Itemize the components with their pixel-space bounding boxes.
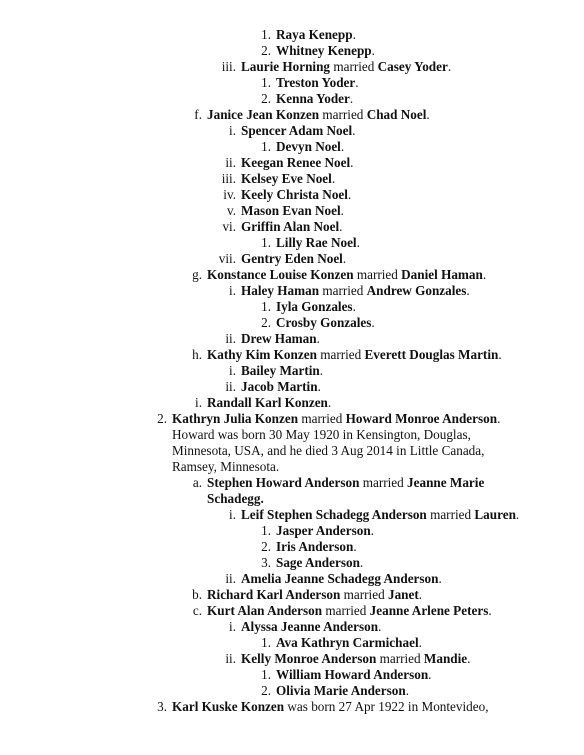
entry-text: . <box>482 267 487 282</box>
person-name: Karl Kuske Konzen <box>172 699 285 714</box>
entry-text: . <box>356 235 360 250</box>
entry-text: . <box>447 59 452 74</box>
entry-line <box>207 347 502 363</box>
entry-text: . <box>340 139 345 154</box>
person-name: Devyn Noel <box>276 139 341 154</box>
entry-text: married <box>376 651 424 666</box>
person-name: Mandie <box>423 651 468 666</box>
person-name: Gentry Eden Noel <box>241 251 343 266</box>
entry-line <box>241 651 470 667</box>
person-name: Whitney Kenepp <box>276 43 372 58</box>
person-name: Andrew Gonzales <box>366 283 467 298</box>
entry-text: . <box>370 523 374 538</box>
list-marker: 2. <box>261 683 271 698</box>
person-name: Kenna Yoder <box>276 91 350 106</box>
person-name: Konstance Louise Konzen <box>207 267 354 282</box>
entry-text: . <box>497 411 501 426</box>
list-marker: ii. <box>225 379 236 394</box>
person-name: Lauren <box>474 507 516 522</box>
entry-text: . <box>352 299 356 314</box>
entry-text: . <box>488 603 492 618</box>
list-marker: 1. <box>261 139 271 154</box>
entry-line <box>207 491 264 507</box>
person-name: Randall Karl Konzen <box>207 395 328 410</box>
person-name: Schadegg. <box>207 491 264 506</box>
entry-text: . <box>428 667 432 682</box>
entry-line <box>172 699 489 715</box>
entry-line <box>241 123 355 139</box>
entry-line <box>241 363 323 379</box>
person-name: Olivia Marie Anderson <box>276 683 406 698</box>
entry-text: . <box>378 619 382 634</box>
list-marker: b. <box>192 587 202 602</box>
entry-text: . <box>349 91 354 106</box>
person-name: Spencer Adam Noel <box>241 123 353 138</box>
list-marker: iii. <box>221 171 236 186</box>
entry-text: . <box>353 539 357 554</box>
person-name: Mason Evan Noel <box>241 203 341 218</box>
entry-line <box>241 219 342 235</box>
entry-line <box>241 379 321 395</box>
entry-text: married <box>319 107 367 122</box>
entry-text: . <box>317 379 321 394</box>
entry-line <box>207 603 492 619</box>
entry-text: was born 27 Apr 1922 in Montevideo, <box>284 699 489 714</box>
entry-text: . <box>350 155 354 170</box>
list-marker: h. <box>192 347 202 362</box>
list-marker: i. <box>229 363 236 378</box>
list-marker: ii. <box>225 571 236 586</box>
entry-text: . <box>359 555 364 570</box>
list-marker: i. <box>195 395 202 410</box>
list-marker: iv. <box>223 187 236 202</box>
entry-line <box>207 267 486 283</box>
person-name: Raya Kenepp <box>276 27 353 42</box>
person-name: Jeanne Marie <box>407 475 485 490</box>
entry-text: . <box>342 251 347 266</box>
person-name: William Howard Anderson <box>276 667 429 682</box>
list-marker: 3. <box>261 555 271 570</box>
person-name: Kathy Kim Konzen <box>207 347 317 362</box>
list-marker: 1. <box>261 523 271 538</box>
person-name: Sage Anderson <box>276 555 360 570</box>
entry-text: married <box>319 283 367 298</box>
entry-line <box>241 171 335 187</box>
list-marker: iii. <box>221 59 236 74</box>
list-marker: ii. <box>225 331 236 346</box>
entry-text: . <box>319 363 324 378</box>
entry-line <box>276 235 360 251</box>
list-marker: c. <box>192 603 202 618</box>
entry-line <box>241 331 320 347</box>
entry-text: married <box>298 411 346 426</box>
list-marker: 1. <box>261 667 271 682</box>
list-marker: a. <box>192 475 202 490</box>
person-name: Keegan Renee Noel <box>241 155 351 170</box>
list-marker: 1. <box>261 235 271 250</box>
person-name: Leif Stephen Schadegg Anderson <box>241 507 427 522</box>
entry-text: . <box>438 571 442 586</box>
entry-text: . <box>371 315 375 330</box>
person-name: Kurt Alan Anderson <box>207 603 323 618</box>
entry-line <box>241 155 353 171</box>
entry-line <box>241 59 451 75</box>
entry-line <box>276 27 356 43</box>
entry-text: . <box>426 107 430 122</box>
list-marker: 3. <box>157 699 167 714</box>
entry-text: . <box>340 203 344 218</box>
entry-text: married <box>316 347 365 362</box>
list-marker: ii. <box>225 651 236 666</box>
list-marker: v. <box>226 203 236 218</box>
person-name: Amelia Jeanne Schadegg Anderson <box>241 571 439 586</box>
person-name: Kelsey Eve Noel <box>241 171 332 186</box>
entry-line <box>241 251 346 267</box>
entry-line <box>241 203 344 219</box>
entry-line <box>207 107 430 123</box>
list-marker: 2. <box>261 315 271 330</box>
person-name: Treston Yoder <box>276 75 356 90</box>
list-marker: vii. <box>218 251 236 266</box>
person-name: Daniel Haman <box>401 267 483 282</box>
entry-line <box>241 507 519 523</box>
entry-line <box>276 683 409 699</box>
person-name: Jacob Martin <box>241 379 318 394</box>
entry-line <box>241 619 381 635</box>
person-name: Casey Yoder <box>377 59 448 74</box>
entry-text: . <box>405 683 409 698</box>
entry-line <box>172 443 484 459</box>
entry-text: married <box>322 603 370 618</box>
person-name: Haley Haman <box>241 283 320 298</box>
person-name: Bailey Martin <box>241 363 320 378</box>
entry-line <box>276 299 356 315</box>
list-marker: g. <box>192 267 202 282</box>
entry-text: . <box>347 187 352 202</box>
entry-line <box>207 395 331 411</box>
list-marker: 1. <box>261 635 271 650</box>
list-marker: i. <box>229 123 236 138</box>
list-marker: 1. <box>261 75 271 90</box>
entry-line <box>276 539 357 555</box>
list-marker: i. <box>229 507 236 522</box>
entry-line <box>172 427 471 443</box>
entry-line <box>276 523 374 539</box>
entry-text: . <box>466 283 470 298</box>
entry-line <box>172 459 279 475</box>
entry-text: married <box>340 587 388 602</box>
person-name: Laurie Horning <box>241 59 331 74</box>
entry-text: . <box>352 123 356 138</box>
entry-text: . <box>515 507 520 522</box>
list-marker: 2. <box>157 411 167 426</box>
entry-line <box>276 555 363 571</box>
entry-text: Howard was born 30 May 1920 in Kensington, Douglas, <box>172 427 471 442</box>
entry-line <box>276 43 375 59</box>
entry-text: married <box>353 267 402 282</box>
entry-line <box>241 283 470 299</box>
person-name: Chad Noel <box>366 107 427 122</box>
person-name: Kathryn Julia Konzen <box>172 411 299 426</box>
entry-line <box>276 75 359 91</box>
list-marker: i. <box>229 283 236 298</box>
person-name: Jasper Anderson <box>276 523 371 538</box>
list-marker: 2. <box>261 539 271 554</box>
entry-text: married <box>426 507 475 522</box>
entry-text: . <box>467 651 471 666</box>
entry-line <box>276 91 353 107</box>
person-name: Drew Haman <box>241 331 317 346</box>
list-marker: f. <box>194 107 202 122</box>
entry-line <box>207 475 484 491</box>
entry-text: . <box>498 347 502 362</box>
entry-text: Minnesota, USA, and he died 3 Aug 2014 in Little Canada, <box>172 443 485 458</box>
entry-line <box>207 587 422 603</box>
entry-text: married <box>359 475 408 490</box>
person-name: Kelly Monroe Anderson <box>241 651 377 666</box>
entry-text: . <box>418 635 422 650</box>
list-marker: 1. <box>261 27 271 42</box>
entry-line <box>276 315 375 331</box>
entry-text: married <box>330 59 378 74</box>
entry-line <box>276 667 431 683</box>
entry-text: . <box>371 43 375 58</box>
person-name: Richard Karl Anderson <box>207 587 341 602</box>
person-name: Crosby Gonzales <box>276 315 372 330</box>
person-name: Griffin Alan Noel <box>241 219 340 234</box>
entry-text: . <box>352 27 356 42</box>
person-name: Iyla Gonzales <box>276 299 353 314</box>
entry-text: Ramsey, Minnesota. <box>172 459 280 474</box>
person-name: Iris Anderson <box>276 539 354 554</box>
person-name: Janice Jean Konzen <box>207 107 320 122</box>
person-name: Lilly Rae Noel <box>276 235 357 250</box>
person-name: Jeanne Arlene Peters <box>369 603 489 618</box>
list-marker: 2. <box>261 43 271 58</box>
list-marker: vi. <box>222 219 236 234</box>
person-name: Janet <box>387 587 419 602</box>
person-name: Ava Kathryn Carmichael <box>276 635 419 650</box>
list-marker: 2. <box>261 91 271 106</box>
entry-text: . <box>339 219 343 234</box>
entry-text: . <box>355 75 359 90</box>
entry-line <box>276 635 422 651</box>
list-marker: ii. <box>225 155 236 170</box>
entry-text: . <box>316 331 320 346</box>
entry-text: . <box>331 171 336 186</box>
entry-text: . <box>418 587 423 602</box>
list-marker: i. <box>229 619 236 634</box>
entry-line <box>172 411 500 427</box>
person-name: Stephen Howard Anderson <box>207 475 360 490</box>
person-name: Everett Douglas Martin <box>364 347 499 362</box>
person-name: Alyssa Jeanne Anderson <box>241 619 379 634</box>
entry-line <box>241 187 351 203</box>
entry-text: . <box>327 395 332 410</box>
person-name: Keely Christa Noel <box>241 187 348 202</box>
entry-line <box>276 139 344 155</box>
entry-line <box>241 571 442 587</box>
person-name: Howard Monroe Anderson <box>345 411 498 426</box>
list-marker: 1. <box>261 299 271 314</box>
